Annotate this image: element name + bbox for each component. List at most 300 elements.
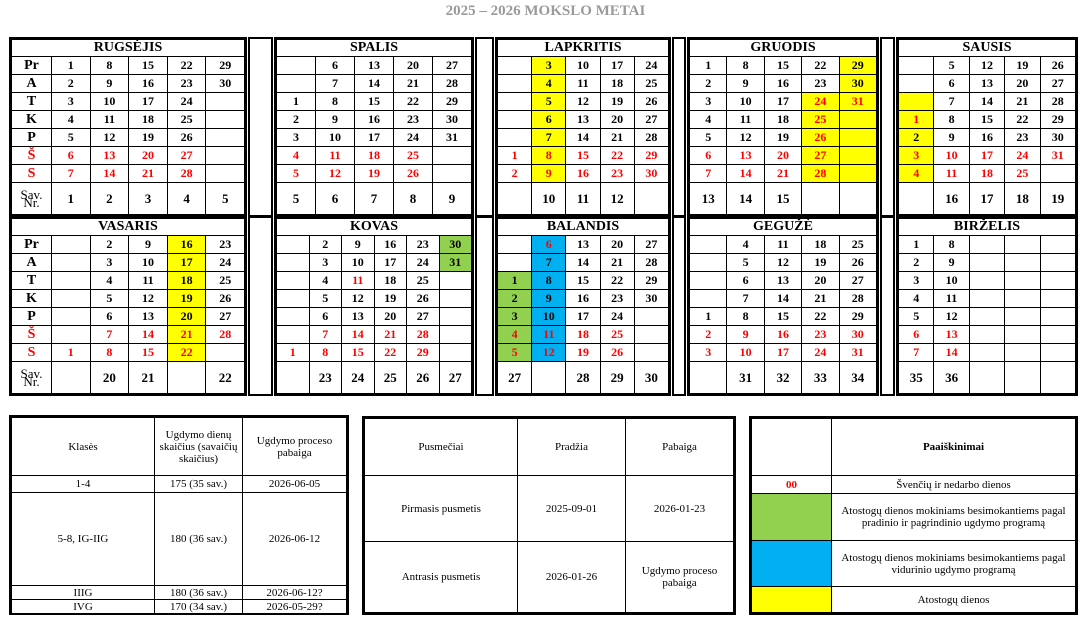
calendar-row	[498, 308, 669, 326]
legend-item	[752, 587, 1076, 613]
calendar-day: 10	[727, 93, 764, 111]
calendar-day: 18	[969, 165, 1004, 183]
calendar-day: 18	[167, 272, 206, 290]
week-number	[1005, 362, 1040, 394]
week-spacer	[880, 216, 895, 396]
calendar-day: 14	[129, 326, 168, 344]
calendar-day: 11	[532, 326, 566, 344]
calendar-day: 30	[1040, 129, 1075, 147]
calendar-day: 15	[969, 111, 1004, 129]
calendar-day	[206, 165, 245, 183]
calendar-day: 12	[532, 344, 566, 362]
calendar-day: 8	[934, 236, 969, 254]
calendar-day	[52, 254, 91, 272]
legend-item	[752, 541, 1076, 587]
calendar-day: 10	[316, 129, 355, 147]
week-number: 25	[374, 362, 407, 394]
calendar-day: 18	[566, 326, 600, 344]
calendar-day: 11	[129, 272, 168, 290]
week-number: 36	[934, 362, 969, 394]
legend-table	[749, 416, 1078, 615]
table-cell: 2026-05-29?	[243, 600, 347, 614]
calendar-day: 6	[934, 75, 969, 93]
calendar-day: 20	[600, 111, 634, 129]
calendar-day: 2	[690, 75, 727, 93]
calendar-day: 22	[600, 147, 634, 165]
calendar-day: 14	[355, 75, 394, 93]
calendar-day: 23	[600, 290, 634, 308]
calendar-day: 14	[727, 165, 764, 183]
week-number: 20	[90, 362, 129, 394]
calendar-day: 30	[206, 75, 245, 93]
calendar-day: 5	[277, 165, 316, 183]
weekday-label: P	[12, 308, 52, 326]
calendar-row	[899, 129, 1076, 147]
calendar-day: 23	[167, 75, 206, 93]
calendar-day: 10	[727, 344, 764, 362]
calendar-day: 3	[498, 308, 532, 326]
calendar-day: 8	[90, 57, 129, 75]
week-number: 28	[566, 362, 600, 394]
calendar-row	[899, 326, 1076, 344]
page-title: 2025 – 2026 MOKSLO METAI	[445, 3, 646, 19]
calendar-day: 24	[802, 344, 839, 362]
calendar-day: 6	[532, 111, 566, 129]
calendar-day	[1040, 236, 1075, 254]
week-number-row	[12, 183, 245, 215]
calendar-day: 17	[167, 254, 206, 272]
week-number-row	[498, 183, 669, 215]
calendar-day: 10	[566, 57, 600, 75]
calendar-row	[277, 165, 472, 183]
calendar-day: 7	[90, 326, 129, 344]
table-cell: 2026-06-12	[243, 493, 347, 586]
month-block-gruodis	[687, 37, 879, 217]
legend-green-swatch	[752, 494, 832, 541]
calendar-day: 23	[394, 111, 433, 129]
calendar-day: 26	[600, 344, 634, 362]
calendar-day: 17	[566, 308, 600, 326]
calendar-day	[634, 344, 668, 362]
calendar-day: 29	[839, 308, 876, 326]
week-number: 11	[566, 183, 600, 215]
calendar-day: 18	[802, 236, 839, 254]
calendar-day: 20	[129, 147, 168, 165]
calendar-row	[899, 75, 1076, 93]
calendar-day: 3	[899, 147, 934, 165]
week-number-row	[899, 362, 1076, 394]
calendar-row	[899, 147, 1076, 165]
calendar-day: 5	[90, 290, 129, 308]
calendar-day: 14	[90, 165, 129, 183]
calendar-day: 19	[129, 129, 168, 147]
calendar-day: 2	[690, 326, 727, 344]
week-number	[52, 362, 91, 394]
calendar-day: 26	[167, 129, 206, 147]
calendar-day: 21	[129, 165, 168, 183]
calendar-day	[1040, 344, 1075, 362]
calendar-day: 22	[1005, 111, 1040, 129]
calendar-day	[1040, 308, 1075, 326]
table-cell: Pirmasis pusmetis	[365, 476, 518, 542]
week-number	[839, 183, 876, 215]
calendar-day: 15	[355, 93, 394, 111]
month-block-vasaris	[9, 216, 247, 396]
calendar-day: 16	[566, 165, 600, 183]
week-number: 30	[634, 362, 668, 394]
calendar-day: 30	[433, 111, 472, 129]
calendar-day: 24	[634, 57, 668, 75]
calendar-day	[52, 236, 91, 254]
week-number: 3	[129, 183, 168, 215]
calendar-day: 22	[374, 344, 407, 362]
table-cell: 180 (36 sav.)	[155, 493, 243, 586]
calendar-day	[690, 236, 727, 254]
legend-item	[752, 494, 1076, 541]
calendar-day: 25	[206, 272, 245, 290]
week-number-row	[12, 362, 245, 394]
calendar-day: 17	[969, 147, 1004, 165]
calendar-row	[12, 344, 245, 362]
calendar-day	[634, 326, 668, 344]
calendar-day: 9	[342, 236, 375, 254]
week-number: 33	[802, 362, 839, 394]
calendar-day: 12	[90, 129, 129, 147]
calendar-row	[690, 75, 877, 93]
calendar-day: 17	[355, 129, 394, 147]
calendar-day: 15	[566, 147, 600, 165]
weekday-label: Pr	[12, 57, 52, 75]
calendar-day: 29	[1040, 111, 1075, 129]
calendar-day: 27	[1040, 75, 1075, 93]
calendar-day: 9	[727, 75, 764, 93]
calendar-day	[690, 272, 727, 290]
calendar-row	[899, 57, 1076, 75]
table-cell: 175 (35 sav.)	[155, 476, 243, 493]
calendar-day: 16	[764, 326, 801, 344]
calendar-day: 5	[727, 254, 764, 272]
calendar-day: 14	[934, 344, 969, 362]
calendar-day: 18	[374, 272, 407, 290]
calendar-day: 5	[532, 93, 566, 111]
calendar-row	[498, 129, 669, 147]
calendar-day: 16	[129, 75, 168, 93]
calendar-day: 25	[407, 272, 440, 290]
calendar-day: 1	[52, 344, 91, 362]
table-cell: IIIG	[12, 586, 155, 600]
calendar-day	[498, 57, 532, 75]
calendar-day: 15	[129, 344, 168, 362]
week-number	[690, 362, 727, 394]
calendar-day: 11	[90, 111, 129, 129]
calendar-day: 3	[690, 344, 727, 362]
calendar-day: 1	[277, 93, 316, 111]
calendar-day: 27	[802, 147, 839, 165]
calendar-day: 7	[532, 254, 566, 272]
calendar-day: 11	[934, 165, 969, 183]
calendar-day: 7	[727, 290, 764, 308]
weekday-label: Pr	[12, 236, 52, 254]
calendar-day: 30	[839, 326, 876, 344]
calendar-day: 5	[309, 290, 342, 308]
calendar-row	[12, 93, 245, 111]
calendar-day: 28	[1040, 93, 1075, 111]
calendar-day: 27	[433, 57, 472, 75]
calendar-day	[969, 254, 1004, 272]
week-spacer	[475, 216, 494, 396]
calendar-day: 24	[167, 93, 206, 111]
calendar-day: 20	[394, 57, 433, 75]
calendar-row	[899, 344, 1076, 362]
table-cell: Antrasis pusmetis	[365, 542, 518, 613]
legend-blue-swatch	[752, 541, 832, 587]
calendar-day: 7	[52, 165, 91, 183]
calendar-day: 5	[899, 308, 934, 326]
calendar-day	[1005, 290, 1040, 308]
calendar-day	[498, 111, 532, 129]
calendar-row	[690, 290, 877, 308]
calendar-day: 31	[839, 344, 876, 362]
legend-holiday-sample: 00	[752, 476, 832, 494]
calendar-day: 8	[532, 272, 566, 290]
month-name: RUGSĖJIS	[12, 40, 245, 57]
calendar-day: 11	[727, 111, 764, 129]
week-number: 5	[206, 183, 245, 215]
calendar-day: 19	[1005, 57, 1040, 75]
calendar-day: 14	[764, 290, 801, 308]
end-header: Ugdymo proceso pabaiga	[243, 418, 347, 476]
week-number-row	[690, 183, 877, 215]
calendar-day: 28	[839, 290, 876, 308]
calendar-day: 4	[899, 165, 934, 183]
calendar-day	[1040, 290, 1075, 308]
calendar-day: 14	[566, 254, 600, 272]
week-number: 34	[839, 362, 876, 394]
calendar-day	[1005, 344, 1040, 362]
calendar-day	[498, 93, 532, 111]
calendar-day	[498, 254, 532, 272]
calendar-day: 15	[764, 57, 801, 75]
month-name: VASARIS	[12, 219, 245, 236]
calendar-day: 13	[129, 308, 168, 326]
calendar-day: 20	[1005, 75, 1040, 93]
calendar-day: 16	[566, 290, 600, 308]
calendar-day: 2	[498, 165, 532, 183]
week-spacer	[880, 37, 895, 217]
calendar-day: 10	[90, 93, 129, 111]
calendar-row	[690, 93, 877, 111]
month-name: LAPKRITIS	[498, 40, 669, 57]
table-cell: 170 (34 sav.)	[155, 600, 243, 614]
calendar-day: 12	[129, 290, 168, 308]
table-row	[365, 476, 734, 542]
calendar-day: 30	[634, 290, 668, 308]
week-number: 26	[407, 362, 440, 394]
week-number: 9	[433, 183, 472, 215]
calendar-day: 3	[309, 254, 342, 272]
week-number: 31	[727, 362, 764, 394]
month-name: GRUODIS	[690, 40, 877, 57]
calendar-day: 9	[727, 326, 764, 344]
table-cell: 2025-09-01	[518, 476, 626, 542]
calendar-day: 29	[634, 272, 668, 290]
calendar-day: 24	[1005, 147, 1040, 165]
calendar-day: 2	[52, 75, 91, 93]
calendar-day: 28	[634, 254, 668, 272]
week-number-row	[277, 183, 472, 215]
calendar-day: 26	[206, 290, 245, 308]
calendar-day	[690, 254, 727, 272]
week-number: 29	[600, 362, 634, 394]
calendar-day	[277, 272, 310, 290]
calendar-day: 23	[407, 236, 440, 254]
calendar-day: 16	[355, 111, 394, 129]
calendar-day: 28	[433, 75, 472, 93]
calendar-day: 19	[374, 290, 407, 308]
calendar-day: 3	[690, 93, 727, 111]
calendar-row	[498, 236, 669, 254]
calendar-day: 1	[277, 344, 310, 362]
weekday-label: Š	[12, 326, 52, 344]
calendar-day: 24	[802, 93, 839, 111]
calendar-day: 17	[374, 254, 407, 272]
calendar-day: 18	[355, 147, 394, 165]
week-spacer	[672, 37, 686, 217]
calendar-day: 13	[764, 272, 801, 290]
calendar-day: 7	[532, 129, 566, 147]
week-spacer	[672, 216, 686, 396]
calendar-day: 6	[532, 236, 566, 254]
calendar-day: 31	[1040, 147, 1075, 165]
calendar-day: 29	[433, 93, 472, 111]
calendar-day: 8	[532, 147, 566, 165]
calendar-day: 13	[727, 147, 764, 165]
month-block-lapkritis	[495, 37, 671, 217]
calendar-day: 23	[1005, 129, 1040, 147]
calendar-day: 2	[899, 129, 934, 147]
calendar-day: 6	[727, 272, 764, 290]
calendar-day: 22	[600, 272, 634, 290]
calendar-day: 20	[167, 308, 206, 326]
calendar-day: 3	[90, 254, 129, 272]
calendar-day: 11	[566, 75, 600, 93]
table-cell: 180 (36 sav.)	[155, 586, 243, 600]
calendar-day: 25	[1005, 165, 1040, 183]
calendar-day: 7	[309, 326, 342, 344]
calendar-day: 4	[90, 272, 129, 290]
calendar-day: 8	[934, 111, 969, 129]
calendar-day: 22	[802, 308, 839, 326]
calendar-day: 3	[277, 129, 316, 147]
calendar-row	[12, 111, 245, 129]
week-number	[277, 362, 310, 394]
week-number: 24	[342, 362, 375, 394]
table-cell: IVG	[12, 600, 155, 614]
table-cell: 5-8, IG-IIG	[12, 493, 155, 586]
calendar-row	[12, 290, 245, 308]
calendar-day: 23	[206, 236, 245, 254]
calendar-day: 29	[407, 344, 440, 362]
calendar-day: 27	[167, 147, 206, 165]
month-block-geguze	[687, 216, 879, 396]
calendar-day: 4	[727, 236, 764, 254]
calendar-day: 2	[498, 290, 532, 308]
calendar-day: 17	[764, 344, 801, 362]
week-number: 32	[764, 362, 801, 394]
week-number-row	[690, 362, 877, 394]
table-row	[12, 493, 347, 586]
calendar-day: 4	[277, 147, 316, 165]
calendar-day: 28	[167, 165, 206, 183]
legend-item-label: Atostogų dienos mokiniams besimokantiems pagal vidurinio ugdymo programą	[832, 541, 1076, 587]
calendar-row	[12, 326, 245, 344]
calendar-day	[899, 57, 934, 75]
month-block-balandis	[495, 216, 671, 396]
table-row	[365, 542, 734, 613]
calendar-day: 5	[498, 344, 532, 362]
calendar-day: 18	[764, 111, 801, 129]
calendar-day	[52, 326, 91, 344]
calendar-day	[969, 308, 1004, 326]
calendar-day: 15	[764, 308, 801, 326]
weekday-label: S	[12, 344, 52, 362]
calendar-day: 30	[839, 75, 876, 93]
calendar-day: 21	[374, 326, 407, 344]
legend-item-label: Atostogų dienos mokiniams besimokantiems pagal pradinio ir pagrindinio ugdymo programą	[832, 494, 1076, 541]
calendar-day: 10	[342, 254, 375, 272]
calendar-row	[899, 290, 1076, 308]
calendar-row	[899, 308, 1076, 326]
calendar-day: 4	[498, 326, 532, 344]
calendar-row	[498, 272, 669, 290]
calendar-day	[206, 344, 245, 362]
calendar-day	[433, 165, 472, 183]
table-cell: 2026-06-12?	[243, 586, 347, 600]
calendar-row	[12, 254, 245, 272]
calendar-day: 20	[802, 272, 839, 290]
calendar-day: 17	[129, 93, 168, 111]
calendar-row	[277, 75, 472, 93]
calendar-row	[277, 290, 472, 308]
week-number	[969, 362, 1004, 394]
calendar-row	[690, 111, 877, 129]
week-number	[1040, 362, 1075, 394]
calendar-day: 21	[394, 75, 433, 93]
calendar-day: 1	[690, 57, 727, 75]
calendar-day: 22	[167, 57, 206, 75]
calendar-day: 10	[934, 147, 969, 165]
calendar-day	[498, 129, 532, 147]
calendar-day: 2	[90, 236, 129, 254]
calendar-day	[839, 129, 876, 147]
week-number	[634, 183, 668, 215]
calendar-day: 19	[355, 165, 394, 183]
week-number-label: Sav. Nr.	[12, 362, 52, 394]
calendar-day: 3	[532, 57, 566, 75]
calendar-day: 26	[839, 254, 876, 272]
calendar-day: 17	[600, 57, 634, 75]
calendar-row	[498, 344, 669, 362]
calendar-day	[634, 308, 668, 326]
calendar-day: 22	[802, 57, 839, 75]
calendar-day: 9	[316, 111, 355, 129]
calendar-day: 12	[727, 129, 764, 147]
calendar-row	[277, 57, 472, 75]
week-number	[498, 183, 532, 215]
calendar-row	[690, 147, 877, 165]
calendar-day: 19	[167, 290, 206, 308]
calendar-day	[439, 308, 472, 326]
